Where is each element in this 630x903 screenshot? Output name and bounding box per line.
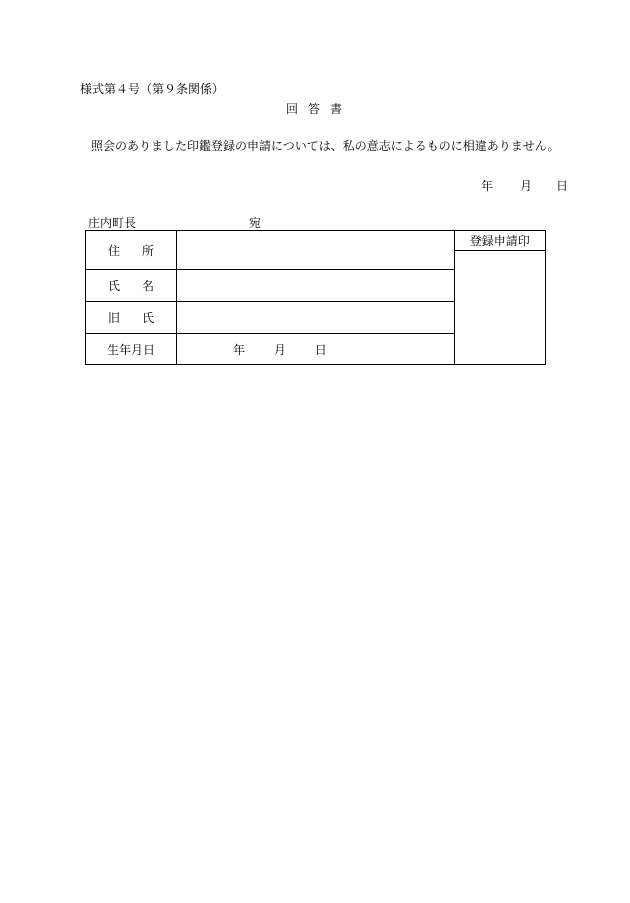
birth-month-label: 月	[273, 342, 286, 357]
birth-year-label: 年	[233, 342, 246, 357]
statement-text: 照会のありました印鑑登録の申請については、私の意志によるものに相違ありません。	[91, 139, 560, 153]
former-name-field[interactable]	[177, 302, 455, 334]
seal-box[interactable]	[454, 251, 545, 365]
name-label: 氏名	[86, 270, 177, 302]
birth-date-label: 生年月日	[86, 334, 177, 365]
addressee-suffix: 宛	[249, 216, 262, 230]
address-label: 住所	[86, 231, 177, 270]
seal-header: 登録申請印	[454, 231, 545, 251]
addressee-name: 庄内町長	[88, 216, 137, 230]
date-day-label: 日	[556, 179, 569, 193]
form-number: 様式第４号（第９条関係）	[80, 82, 225, 96]
date-year-label: 年	[481, 179, 494, 193]
former-name-label: 旧氏	[86, 302, 177, 334]
birth-date-field[interactable]	[177, 334, 455, 365]
document-title: 回答書	[285, 102, 352, 116]
address-field[interactable]	[177, 231, 455, 270]
date-month-label: 月	[520, 179, 533, 193]
name-field[interactable]	[177, 270, 455, 302]
birth-day-label: 日	[314, 342, 327, 357]
applicant-form-table	[85, 230, 546, 365]
